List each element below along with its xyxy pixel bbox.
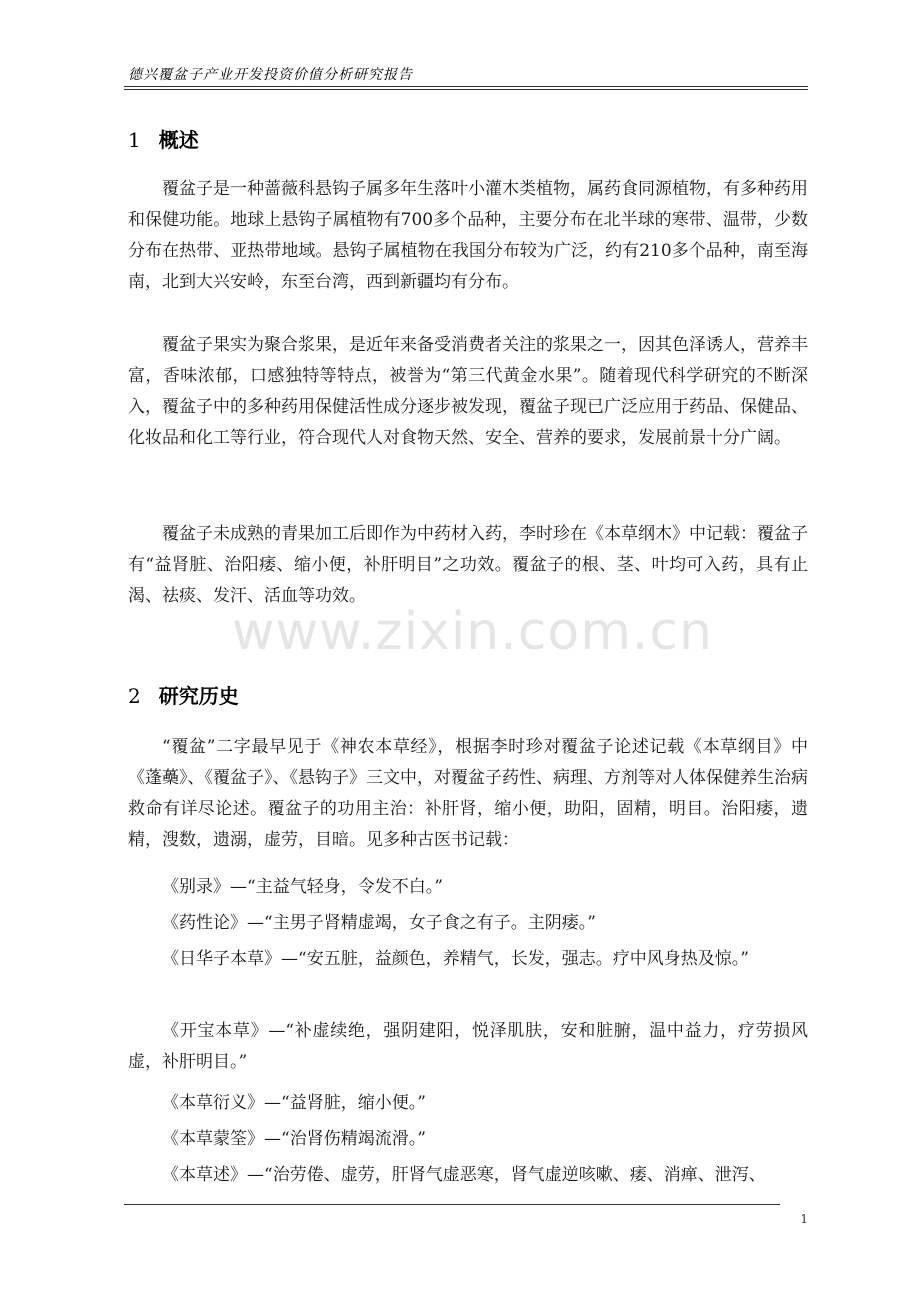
section-heading-overview — [128, 124, 199, 153]
watermark-text: www.zixin.com.cn — [232, 602, 713, 662]
citation-line: 《本草衍义》—“益肾脏，缩小便。” — [162, 1093, 426, 1113]
section-title: 概述 — [158, 128, 199, 152]
citation-line: 《开宝本草》—“补虚续绝，强阴建阳，悦泽肌肤，安和脏腑，温中益力，疗劳损风虚，补肝明目。” — [128, 1021, 808, 1072]
citation-line: 《别录》—“主益气轻身，令发不白。” — [162, 877, 443, 897]
paragraph: 覆盆子是一种蔷薇科悬钩子属多年生落叶小灌木类植物，属药食同源植物，有多种药用和保健功能。地球上悬钩子属植物有700多个品种，主要分布在北半球的寒带、温带，少数分布在热带、亚热带地域。悬钩子属植物在我国分布较为广泛，约有210多个品种，南至海南，北到大兴安岭，东至台湾，西到新疆均有分布。 — [128, 179, 808, 292]
section-heading-history — [128, 680, 239, 709]
paragraph: 覆盆子未成熟的青果加工后即作为中药材入药，李时珍在《本草纲木》中记载：覆盆子有“益肾脏、治阳痿、缩小便，补肝明目”之功效。覆盆子的根、茎、叶均可入药，具有止渴、祛痰、发汗、活血等功效。 — [128, 524, 808, 606]
paragraph: 覆盆子果实为聚合浆果，是近年来备受消费者关注的浆果之一，因其色泽诱人，营养丰富，香味浓郁，口感独特等特点，被誉为“第三代黄金水果”。随着现代科学研究的不断深入，覆盆子中的多种药用保健活性成分逐步被发现，覆盆子现已广泛应用于药品、保健品、化妆品和化工等行业，符合现代人对食物天然、安全、营养的要求，发展前景十分广阔。 — [128, 335, 808, 448]
section-number: 2 — [128, 684, 141, 708]
citation-line: 《日华子本草》—“安五脏，益颜色，养精气，长发，强志。疗中风身热及惊。” — [162, 949, 749, 969]
page-number: 1 — [800, 1212, 808, 1226]
running-header-title: 德兴覆盆子产业开发投资价值分析研究报告 — [128, 67, 413, 83]
citation-line: 《本草蒙筌》—“治肾伤精竭流滑。” — [162, 1129, 426, 1149]
citation-line: 《药性论》—“主男子肾精虚竭，女子食之有子。主阴痿。” — [162, 913, 596, 933]
paragraph: “覆盆”二字最早见于《神农本草经》，根据李时珍对覆盆子论述记载《本草纲目》中《蓬蘽》、《覆盆子》、《悬钩子》三文中，对覆盆子药性、病理、方剂等对人体保健养生治病救命有详尽论述。覆盆子的功用主治：补肝肾，缩小便，助阳，固精，明目。治阳痿，遗精，溲数，遗溺，虚劳，目暗。见多种古医书记载： — [128, 737, 808, 850]
section-number: 1 — [128, 128, 141, 152]
citation-line: 《本草述》—“治劳倦、虚劳，肝肾气虚恶寒，肾气虚逆咳嗽、痿、消瘅、泄泻、 — [162, 1165, 766, 1185]
header-divider-thin — [124, 89, 808, 90]
header-divider — [124, 86, 808, 87]
section-title: 研究历史 — [158, 684, 239, 708]
footer-divider — [124, 1204, 780, 1205]
